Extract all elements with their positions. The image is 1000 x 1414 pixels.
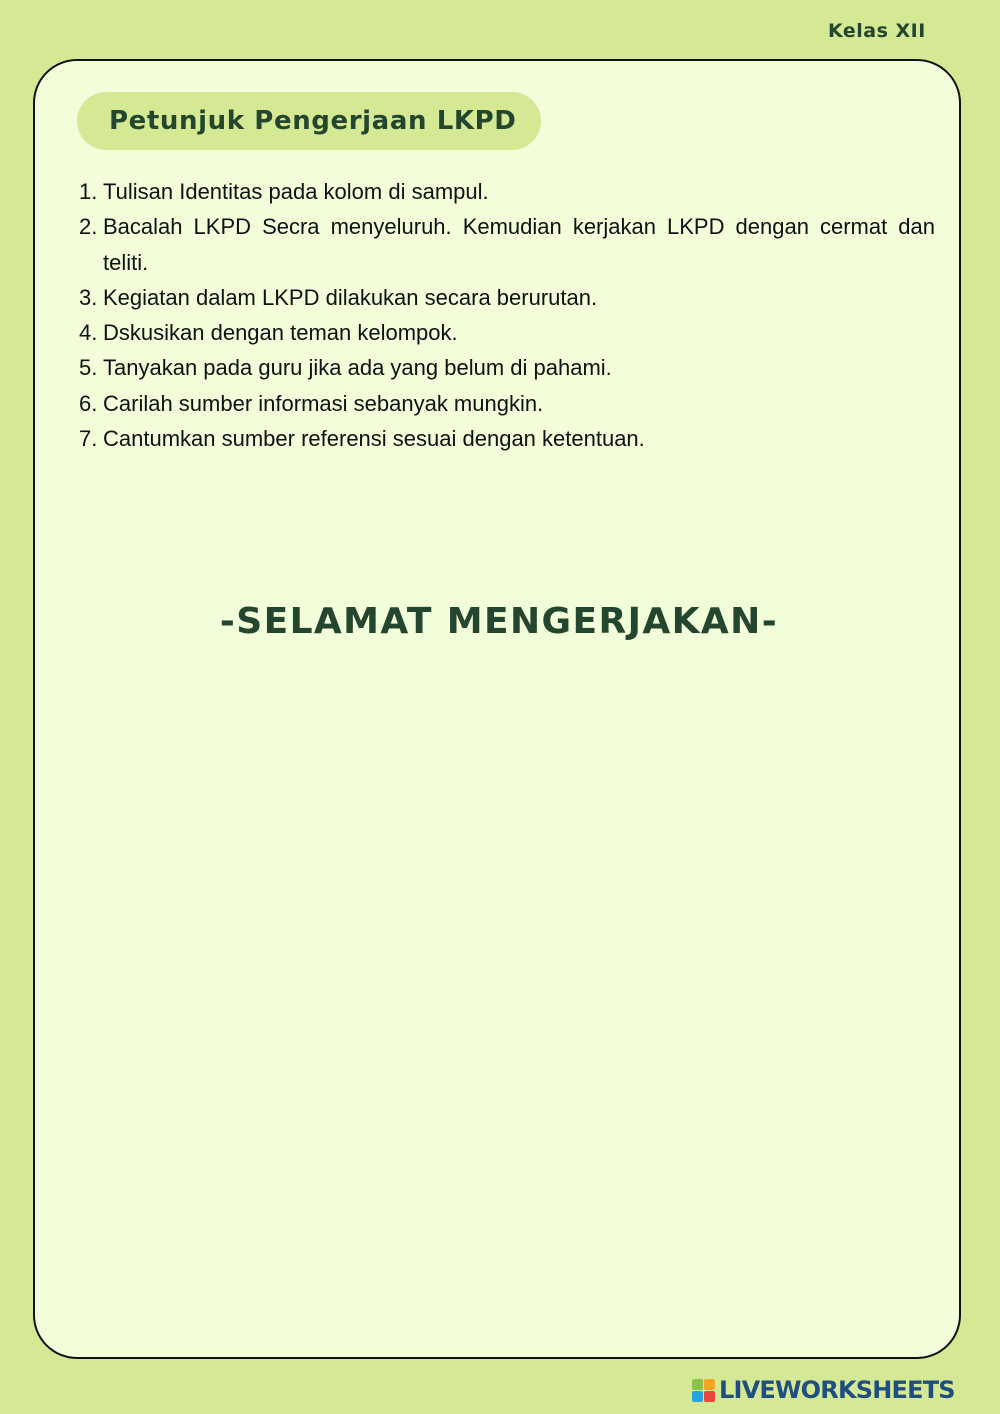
list-item-number: 6. [79,390,98,416]
instructions-list [79,174,935,456]
list-item-text: Tanyakan pada guru jika ada yang belum di pahami. [103,355,612,381]
list-item-number: 3. [79,284,98,310]
list-item-text: Tulisan Identitas pada kolom di sampul. [103,179,489,204]
list-item-number: 4. [79,320,98,346]
list-item-number: 2. [79,214,98,240]
list-item-number: 1. [79,179,98,204]
list-item-number: 5. [79,355,98,381]
instructions-card [33,59,961,1359]
brand-name: LIVEWORKSHEETS [719,1376,955,1404]
logo-square [692,1391,703,1402]
liveworksheets-brand-link[interactable] [692,1374,955,1406]
list-item [79,280,935,315]
list-item [79,174,935,209]
list-item-number: 7. [79,426,98,452]
list-item [79,209,935,280]
list-item [79,421,935,456]
list-item-text: Bacalah LKPD Secra menyeluruh. Kemudian kerjakan LKPD dengan cermat dan teliti. [103,214,935,275]
closing-message: -SELAMAT MENGERJAKAN- [219,601,779,642]
list-item-text: Kegiatan dalam LKPD dilakukan secara berurutan. [103,284,598,310]
list-item-text: Cantumkan sumber referensi sesuai dengan ketentuan. [103,426,645,452]
liveworksheets-logo-icon [692,1379,715,1402]
logo-square [704,1391,715,1402]
list-item [79,315,935,350]
logo-square [704,1379,715,1390]
list-item [79,386,935,421]
list-item-text: Carilah sumber informasi sebanyak mungkin. [103,390,544,416]
list-item [79,350,935,385]
class-label: Kelas XII [828,20,926,42]
logo-square [692,1379,703,1390]
list-item-text: Dskusikan dengan teman kelompok. [103,320,458,346]
title-pill [77,92,541,150]
card-title: Petunjuk Pengerjaan LKPD [109,106,517,136]
